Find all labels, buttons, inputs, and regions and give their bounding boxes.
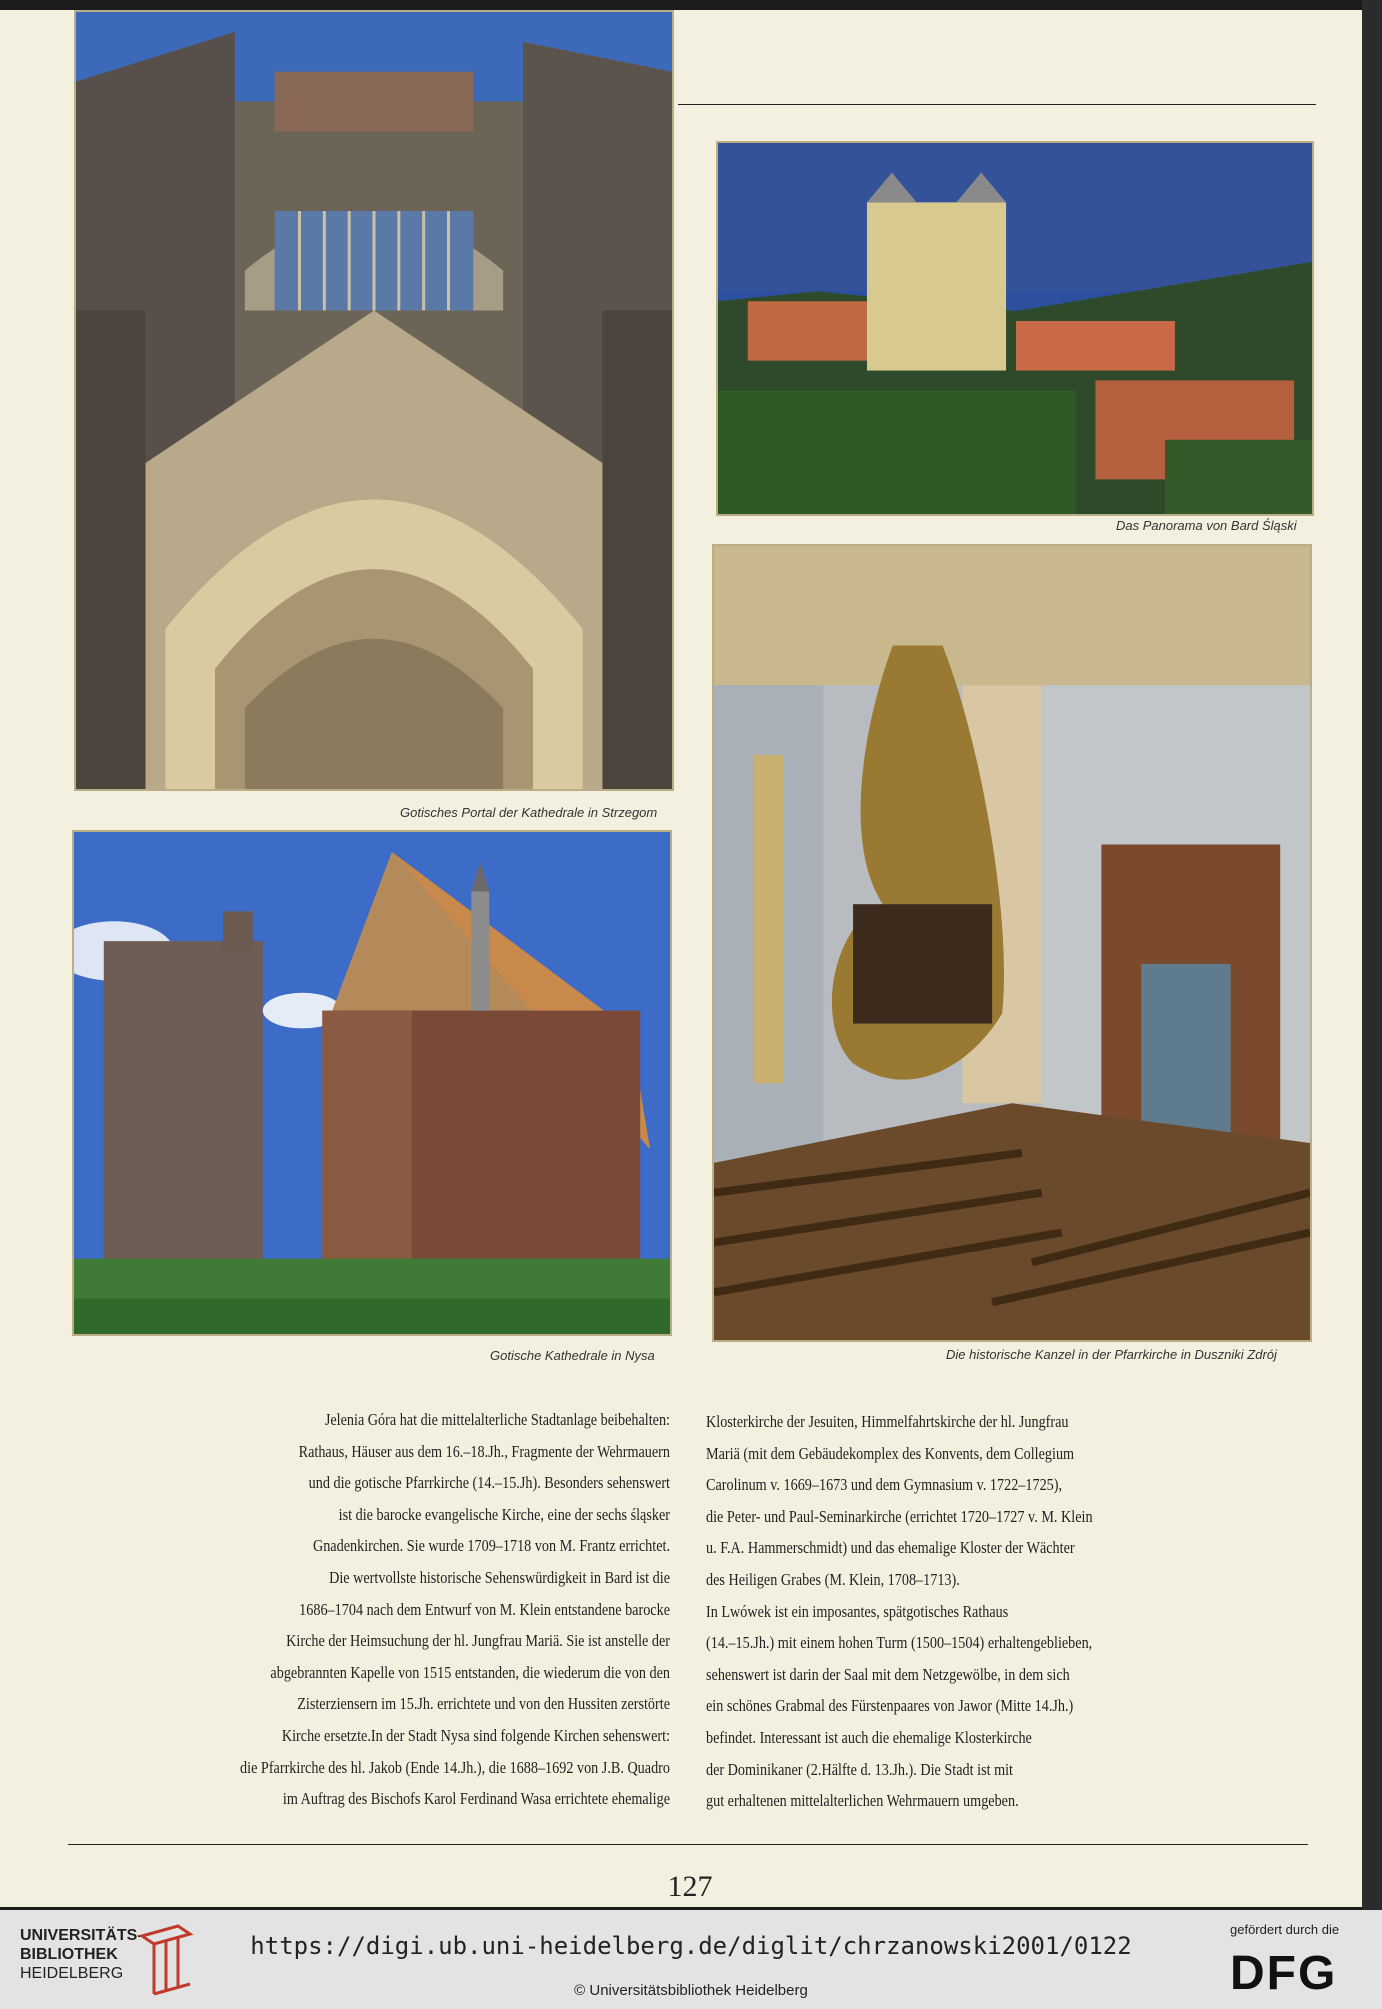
library-name-line: BIBLIOTHEK — [20, 1946, 118, 1963]
text-line: im Auftrag des Bischofs Karol Ferdinand Wasa errichtete ehemalige — [282, 1789, 670, 1809]
text-line: Kirche der Heimsuchung der hl. Jungfrau Mariä. Sie ist anstelle der — [286, 1631, 670, 1651]
photo-duszniki-pulpit — [712, 544, 1312, 1342]
text-line: Gnadenkirchen. Sie wurde 1709–1718 von M. Frantz errichtet. — [312, 1536, 670, 1556]
text-line: befindet. Interessant ist auch die ehemalige Klosterkirche — [706, 1727, 1032, 1747]
scan-edge — [1362, 0, 1382, 1910]
copyright-notice: © Universitätsbibliothek Heidelberg — [574, 1982, 808, 1999]
text-line: Mariä (mit dem Gebäudekomplex des Konvents, dem Collegium — [706, 1443, 1075, 1463]
text-line: Carolinum v. 1669–1673 und dem Gymnasium v. 1722–1725), — [706, 1475, 1063, 1495]
caption-strzegom: Gotisches Portal der Kathedrale in Strzegom — [400, 805, 658, 820]
text-line: die Peter- und Paul-Seminarkirche (errichtet 1720–1727 v. M. Klein — [706, 1506, 1093, 1526]
text-line: ist die barocke evangelische Kirche, eine der sechs śląsker — [338, 1504, 670, 1524]
text-line: Rathaus, Häuser aus dem 16.–18.Jh., Fragmente der Wehrmauern — [298, 1441, 670, 1461]
library-name-line: UNIVERSITÄTS- — [20, 1927, 143, 1944]
dfg-logo: DFG — [1230, 1947, 1338, 2000]
book-page — [0, 10, 1362, 1907]
text-line: 1686–1704 nach dem Entwurf von M. Klein entstandene barocke — [299, 1599, 670, 1619]
text-line: des Heiligen Grabes (M. Klein, 1708–1713). — [706, 1569, 960, 1589]
caption-nysa: Gotische Kathedrale in Nysa — [490, 1348, 655, 1363]
permalink-url[interactable]: https://digi.ub.uni-heidelberg.de/diglit/chrzanowski2001/0122 — [250, 1932, 1132, 1960]
text-line: gut erhaltenen mittelalterlichen Wehrmauern umgeben. — [706, 1791, 1019, 1811]
bottom-divider — [68, 1844, 1308, 1845]
funding-label: gefördert durch die — [1230, 1922, 1340, 1937]
text-line: und die gotische Pfarrkirche (14.–15.Jh). Besonders sehenswert — [308, 1473, 670, 1493]
text-line: sehenswert ist darin der Saal mit dem Netzgewölbe, in dem sich — [706, 1664, 1070, 1684]
photo-bard-panorama — [716, 141, 1314, 516]
photo-strzegom-portal — [74, 10, 674, 791]
photo-nysa-cathedral — [72, 830, 672, 1336]
body-text-left — [150, 1404, 670, 1815]
text-line: die Pfarrkirche des hl. Jakob (Ende 14.Jh.), die 1688–1692 von J.B. Quadro — [240, 1757, 671, 1777]
text-line: Die wertvollste historische Sehenswürdigkeit in Bard ist die — [329, 1567, 670, 1587]
top-divider — [678, 104, 1316, 105]
text-line: u. F.A. Hammerschmidt) und das ehemalige Kloster der Wächter — [706, 1538, 1075, 1558]
footer-bar — [0, 1910, 1382, 2009]
library-name-line: HEIDELBERG — [20, 1965, 124, 1982]
caption-duszniki: Die historische Kanzel in der Pfarrkirche in Duszniki Zdrój — [946, 1347, 1277, 1362]
text-line: der Dominikaner (2.Hälfte d. 13.Jh.). Die Stadt ist mit — [706, 1759, 1014, 1779]
text-line: (14.–15.Jh.) mit einem hohen Turm (1500–1504) erhaltengeblieben, — [706, 1633, 1093, 1653]
text-line: Klosterkirche der Jesuiten, Himmelfahrtskirche der hl. Jungfrau — [706, 1412, 1069, 1431]
text-line: In Lwówek ist ein imposantes, spätgotisches Rathaus — [706, 1601, 1009, 1621]
body-text-right — [706, 1406, 1266, 1817]
text-line: ein schönes Grabmal des Fürstenpaares von Jawor (Mitte 14.Jh.) — [706, 1696, 1074, 1716]
caption-bard: Das Panorama von Bard Śląski — [1116, 518, 1297, 533]
page-number: 127 — [667, 1870, 713, 1903]
text-line: Kirche ersetzte.In der Stadt Nysa sind folgende Kirchen sehenswert: — [281, 1725, 670, 1745]
text-line: abgebrannten Kapelle von 1515 entstanden, die wiederum die von den — [270, 1662, 670, 1682]
text-line: Zisterziensern im 15.Jh. errichtete und von den Hussiten zerstörte — [297, 1694, 670, 1714]
text-line: Jelenia Góra hat die mittelalterliche Stadtanlage beibehalten: — [324, 1410, 670, 1429]
